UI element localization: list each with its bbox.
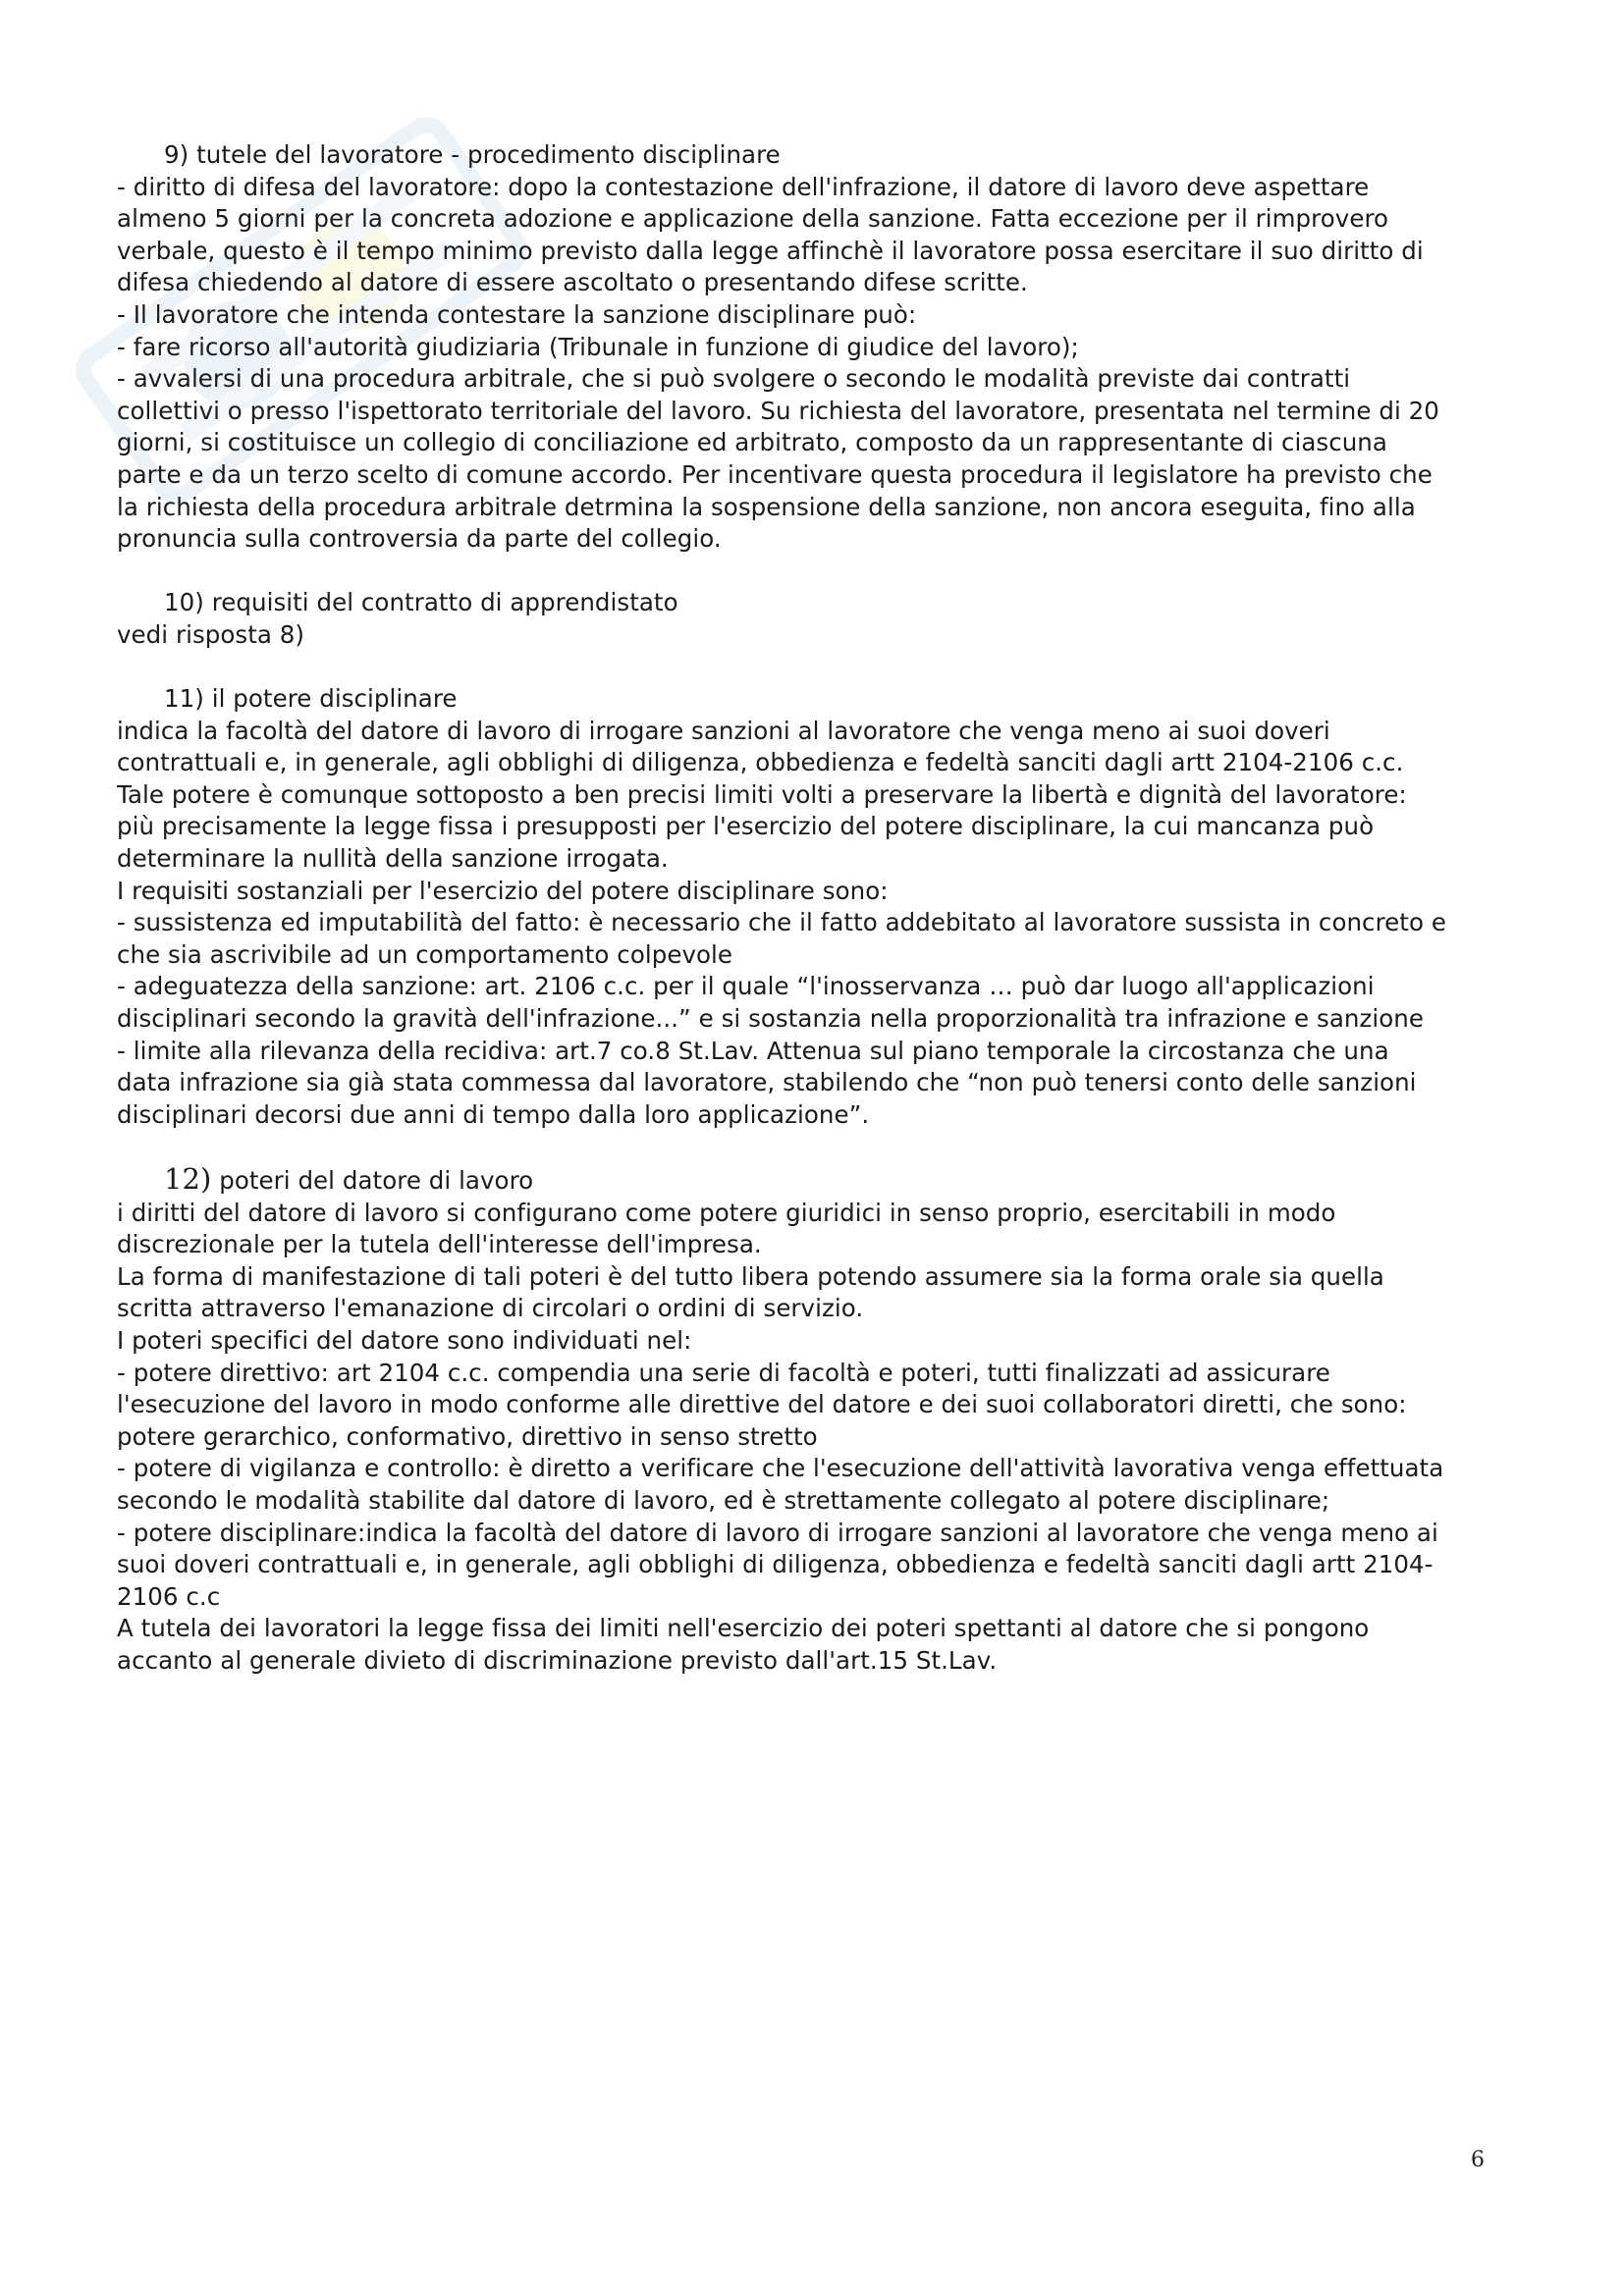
section-10-line: vedi risposta 8) xyxy=(117,619,305,649)
section-12-line: - potere direttivo: art 2104 c.c. compendia una serie di facoltà e poteri, tutti finalizzati ad assicurare xyxy=(117,1358,1330,1387)
section-11-line: I requisiti sostanziali per l'esercizio del potere disciplinare sono: xyxy=(117,876,889,905)
section-9-line: - diritto di difesa del lavoratore: dopo la contestazione dell'infrazione, il datore di lavoro deve aspettare xyxy=(117,172,1370,201)
section-9-line: collettivi o presso l'ispettorato territoriale del lavoro. Su richiesta del lavoratore, presentata nel termine di 20 xyxy=(117,396,1439,425)
section-11-line: - limite alla rilevanza della recidiva: art.7 co.8 St.Lav. Attenua sul piano temporale la circostanza che una xyxy=(117,1036,1389,1065)
section-9-line: la richiesta della procedura arbitrale detrmina la sospensione della sanzione, non ancora eseguita, fino alla xyxy=(117,492,1416,521)
section-12-line: i diritti del datore di lavoro si configurano come potere giuridici in senso proprio, esercitabili in modo xyxy=(117,1198,1336,1227)
section-spacer xyxy=(117,556,1511,588)
section-11-line: indica la facoltà del datore di lavoro di irrogare sanzioni al lavoratore che venga meno ai suoi doveri xyxy=(117,716,1330,745)
section-9-line: - fare ricorso all'autorità giudiziaria (Tribunale in funzione di giudice del lavoro); xyxy=(117,332,1079,361)
section-12-line: suoi doveri contrattuali e, in generale, agli obblighi di diligenza, obbedienza e fedeltà sanciti dagli artt 2104- xyxy=(117,1550,1434,1579)
section-12-line: potere gerarchico, conformativo, direttivo in senso stretto xyxy=(117,1421,818,1451)
section-11-line: disciplinari decorsi due anni di tempo dalla loro applicazione”. xyxy=(117,1099,870,1129)
section-12-line: La forma di manifestazione di tali poteri è del tutto libera potendo assumere sia la forma orale sia quella xyxy=(117,1261,1384,1291)
section-11-line: data infrazione sia già stata commessa dal lavoratore, stabilendo che “non può tenersi conto delle sanzioni xyxy=(117,1068,1417,1097)
section-12-line: A tutela dei lavoratori la legge fissa dei limiti nell'esercizio dei poteri spettanti al datore che si pongono xyxy=(117,1614,1370,1643)
section-10-heading: 10) requisiti del contratto di apprendistato xyxy=(164,588,678,617)
section-9-line: - Il lavoratore che intenda contestare la sanzione disciplinare può: xyxy=(117,299,917,329)
section-12-line: l'esecuzione del lavoro in modo conforme alle direttive del datore e dei suoi collaboratori diretti, che sono: xyxy=(117,1390,1407,1419)
section-9-line: parte e da un terzo scelto di comune accordo. Per incentivare questa procedura il legislatore ha previsto che xyxy=(117,459,1433,489)
section-12-line: secondo le modalità stabilite dal datore di lavoro, ed è strettamente collegato al potere disciplinare; xyxy=(117,1485,1330,1515)
section-12-title: poteri del datore di lavoro xyxy=(211,1166,534,1195)
section-9-line: verbale, questo è il tempo minimo previsto dalla legge affinchè il lavoratore possa esercitare il suo diritto di xyxy=(117,236,1424,265)
document-body xyxy=(117,139,1511,1678)
section-11-line: determinare la nullità della sanzione irrogata. xyxy=(117,844,669,874)
section-9-heading: 9) tutele del lavoratore - procedimento disciplinare xyxy=(164,140,781,169)
section-12-line: - potere di vigilanza e controllo: è diretto a verificare che l'esecuzione dell'attività lavorativa venga effettuata xyxy=(117,1454,1444,1483)
section-9-line: pronuncia sulla controversia da parte del collegio. xyxy=(117,524,722,554)
section-9-line: difesa chiedendo al datore di essere ascoltato o presentando difese scritte. xyxy=(117,268,1028,297)
section-12-heading xyxy=(117,1163,1511,1198)
section-11-line: che sia ascrivibile ad un comportamento colpevole xyxy=(117,939,733,969)
section-spacer xyxy=(117,652,1511,684)
section-12-line: scritta attraverso l'emanazione di circolari o ordini di servizio. xyxy=(117,1294,864,1323)
section-12-line: 2106 c.c xyxy=(117,1581,221,1611)
section-11-line: Tale potere è comunque sottoposto a ben precisi limiti volti a preservare la libertà e dignità del lavoratore: xyxy=(117,779,1407,809)
page-number: 6 xyxy=(1471,2148,1485,2172)
section-9-line: giorni, si costituisce un collegio di conciliazione ed arbitrato, composto da un rappresentante di ciascuna xyxy=(117,428,1387,457)
section-11-line: più precisamente la legge fissa i presupposti per l'esercizio del potere disciplinare, la cui mancanza può xyxy=(117,812,1375,841)
section-9-line: - avvalersi di una procedura arbitrale, che si può svolgere o secondo le modalità previste dai contratti xyxy=(117,364,1351,394)
section-12-line: - potere disciplinare:indica la facoltà del datore di lavoro di irrogare sanzioni al lavoratore che venga meno ai xyxy=(117,1518,1438,1547)
section-9-line: almeno 5 giorni per la concreta adozione e applicazione della sanzione. Fatta eccezione per il rimprovero xyxy=(117,204,1389,234)
section-12-line: I poteri specifici del datore sono individuati nel: xyxy=(117,1325,692,1355)
section-11-line: disciplinari secondo la gravità dell'infrazione...” e si sostanzia nella proporzionalità tra infrazione e sanzione xyxy=(117,1004,1424,1034)
section-11-line: - sussistenza ed imputabilità del fatto: è necessario che il fatto addebitato al lavoratore sussista in concreto e xyxy=(117,908,1446,937)
section-12-line: accanto al generale divieto di discriminazione previsto dall'art.15 St.Lav. xyxy=(117,1645,998,1675)
section-11-heading: 11) il potere disciplinare xyxy=(164,684,458,714)
section-12-number: 12) xyxy=(164,1162,212,1196)
section-11-line: contrattuali e, in generale, agli obblighi di diligenza, obbedienza e fedeltà sanciti dagli artt 2104-2106 c.c. xyxy=(117,748,1404,777)
section-spacer xyxy=(117,1131,1511,1163)
section-12-line: discrezionale per la tutela dell'interesse dell'impresa. xyxy=(117,1230,762,1259)
section-11-line: - adeguatezza della sanzione: art. 2106 c.c. per il quale “l'inosservanza … può dar luogo all'applicazioni xyxy=(117,972,1375,1001)
